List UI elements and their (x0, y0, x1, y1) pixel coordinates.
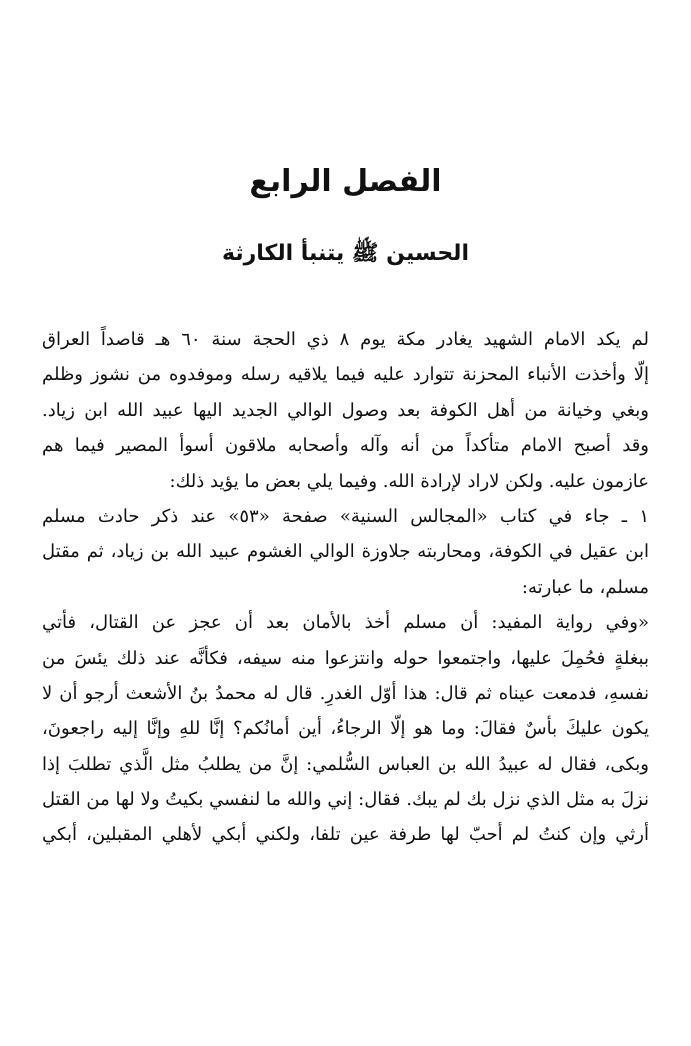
text-line: ببغلةٍ فحُمِلَ عليها، واجتمعوا حوله وانتزعوا منه سيفه، فكأنَّه عند ذلك يئسَ من (42, 647, 649, 669)
text-line: نفسهِ، فدمعت عيناه ثم قال: هذا أوّل الغدرِ. قال له محمدُ بنُ الأشعث أرجو أن لا (42, 682, 649, 704)
text-line: وبكى، فقال له عبيدُ الله بن العباس السُّلمي: إنَّ من يطلبُ مثل الَّذي تطلبَ إذا (42, 753, 649, 775)
text-line: عازمون عليه. ولكن لاراد لإرادة الله. وفيما يلي بعض ما يؤيد ذلك: (169, 470, 649, 492)
text-line: ١ ـ جاء في كتاب «المجالس السنية» صفحة «٥٣» عند ذكر حادث مسلم (42, 505, 649, 527)
text-line: وقد أصبح الامام متأكداً من أنه وآله وأصحابه ملاقون أسوأ المصير فيما هم (42, 435, 649, 457)
text-line: يكون عليكَ بأسٌ فقالَ: وما هو إلّا الرجاءُ، أين أمانُكم؟ إنَّا للهِ وإنَّا إليه راجعونَ، (42, 718, 649, 740)
text-line: إلّا وأخذت الأنباء المحزنة تتوارد عليه فيما يلاقيه رسله وموفدوه من نشوز وظلم (42, 364, 649, 386)
text-line: مسلم، ما عبارته: (521, 576, 649, 598)
text-line: وبغي وخيانة من أهل الكوفة بعد وصول الوالي الجديد اليها عبيد الله ابن زياد. (42, 399, 649, 421)
text-line: ابن عقيل في الكوفة، ومحاربته جلاوزة الوالي الغشوم عبيد الله بن زياد، ثم مقتل (42, 541, 649, 563)
text-line: أرثي وإن كنتُ لم أحبّ لها طرفة عين تلفا، ولكني أبكي لأهلي المقبلين، أبكي (42, 824, 649, 846)
text-line: «وفي رواية المفيد: أن مسلم أخذ بالأمان بعد أن عجز عن القتال، فأتي (42, 612, 649, 634)
chapter-title: الفصل الرابع (249, 164, 442, 199)
body-text (42, 322, 649, 853)
text-line: نزلَ به مثل الذي نزل بك لم يبك. فقال: إني والله ما لنفسي بكيتُ ولا لها من القتل (42, 789, 649, 811)
section-title: الحسين ﷺ يتنبأ الكارثة (222, 241, 469, 266)
text-line: لم يكد الامام الشهيد يغادر مكة يوم ٨ ذي الحجة سنة ٦٠ هـ قاصداً العراق (42, 329, 649, 350)
